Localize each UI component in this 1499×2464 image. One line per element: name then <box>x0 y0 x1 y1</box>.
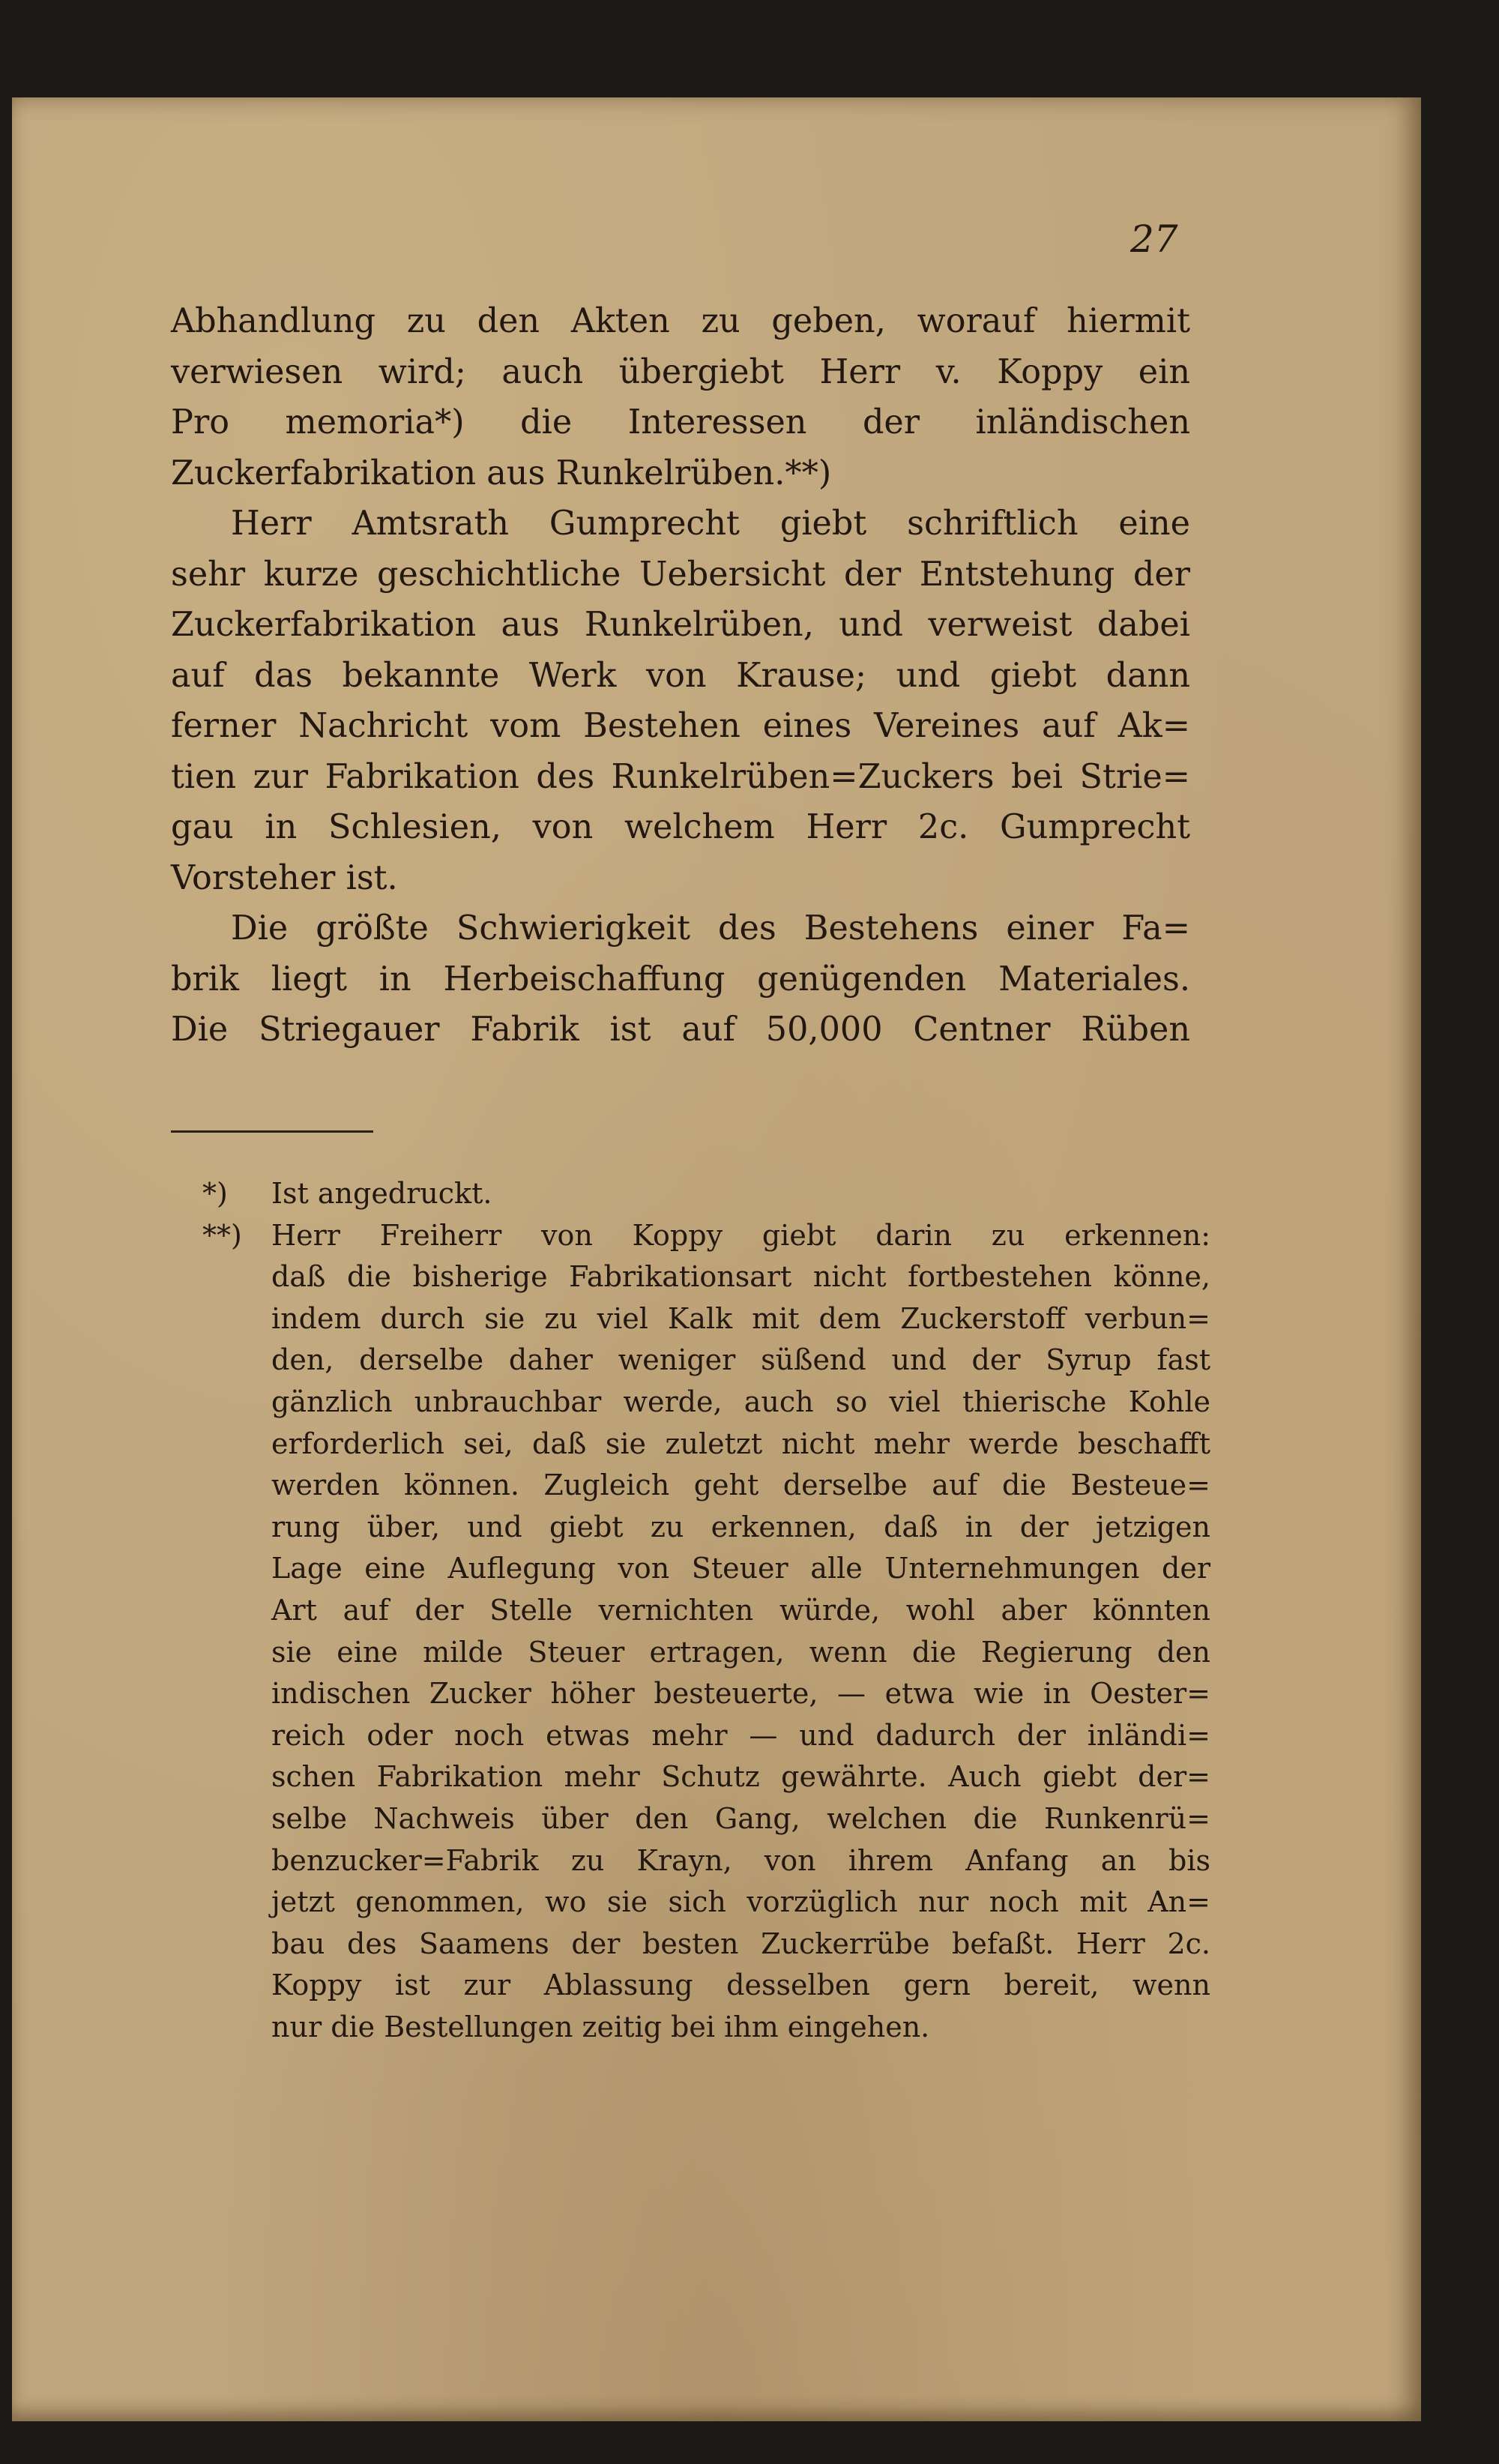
footnote-line: bau des Saamens der besten Zuckerrübe befaßt. Herr 2c. <box>271 1927 1210 1960</box>
page-number: 27 <box>1130 217 1178 261</box>
text-line: auf das bekannte Werk von Krause; und giebt dann <box>171 656 1190 695</box>
footnote-line: werden können. Zugleich geht derselbe auf die Besteue= <box>271 1469 1210 1502</box>
text-line: Abhandlung zu den Akten zu geben, worauf hiermit <box>171 302 1190 340</box>
text-line: Pro memoria*) die Interessen der inländischen <box>171 403 1190 442</box>
text-line: Zuckerfabrikation aus Runkelrüben.**) <box>171 454 832 493</box>
footnote-line: Lage eine Auflegung von Steuer alle Unternehmungen der <box>271 1552 1210 1585</box>
footnotes <box>202 1173 1210 2048</box>
footnote-line: erforderlich sei, daß sie zuletzt nicht mehr werde beschafft <box>271 1427 1210 1460</box>
footnote-line: jetzt genommen, wo sie sich vorzüglich nur noch mit An= <box>271 1885 1210 1919</box>
text-line: Die Striegauer Fabrik ist auf 50,000 Centner Rüben <box>171 1010 1190 1049</box>
footnote-line: reich oder noch etwas mehr — und dadurch der inländi= <box>271 1718 1210 1752</box>
footnote-line: daß die bisherige Fabrikationsart nicht fortbestehen könne, <box>271 1260 1210 1294</box>
text-line: Herr Amtsrath Gumprecht giebt schriftlich eine <box>231 504 1190 543</box>
footnote-line: rung über, und giebt zu erkennen, daß in der jetzigen <box>271 1510 1210 1543</box>
footnote-1 <box>202 1173 1210 1215</box>
footnote-line: Ist angedruckt. <box>271 1177 492 1210</box>
text-line: Zuckerfabrikation aus Runkelrüben, und verweist dabei <box>171 606 1190 644</box>
text-line: gau in Schlesien, von welchem Herr 2c. Gumprecht <box>171 808 1190 846</box>
footnote-line: indem durch sie zu viel Kalk mit dem Zuckerstoff verbun= <box>271 1301 1210 1335</box>
text-line: Die größte Schwierigkeit des Bestehens einer Fa= <box>231 909 1190 948</box>
footnote-line: selbe Nachweis über den Gang, welchen die Runkenrü= <box>271 1801 1210 1835</box>
footnote-marker: **) <box>202 1218 242 1252</box>
text-line: ferner Nachricht vom Bestehen eines Vereines auf Ak= <box>171 707 1190 745</box>
footnote-line: den, derselbe daher weniger süßend und der Syrup fast <box>271 1343 1210 1377</box>
text-line: verwiesen wird; auch übergiebt Herr v. Koppy ein <box>171 352 1190 391</box>
text-line: sehr kurze geschichtliche Uebersicht der Entstehung der <box>171 555 1190 594</box>
footnote-line: nur die Bestellungen zeitig bei ihm eingehen. <box>271 2010 930 2043</box>
footnote-line: indischen Zucker höher besteuerte, — etwa wie in Oester= <box>271 1677 1210 1711</box>
footnote-line: benzucker=Fabrik zu Krayn, von ihrem Anfang an bis <box>271 1843 1210 1877</box>
footnote-line: schen Fabrikation mehr Schutz gewährte. Auch giebt der= <box>271 1760 1210 1794</box>
footnote-marker: *) <box>202 1177 228 1210</box>
footnote-line: Art auf der Stelle vernichten würde, wohl aber könnten <box>271 1593 1210 1627</box>
main-text <box>171 296 1190 1055</box>
footnote-line: gänzlich unbrauchbar werde, auch so viel thierische Kohle <box>271 1385 1210 1418</box>
footnote-divider <box>171 1130 373 1133</box>
text-line: brik liegt in Herbeischaffung genügenden Materiales. <box>171 960 1190 998</box>
text-line: tien zur Fabrikation des Runkelrüben=Zuckers bei Strie= <box>171 757 1190 796</box>
footnote-2 <box>202 1215 1210 2049</box>
footnote-line: Koppy ist zur Ablassung desselben gern bereit, wenn <box>271 1969 1210 2002</box>
text-line: Vorsteher ist. <box>171 858 398 897</box>
footnote-line: sie eine milde Steuer ertragen, wenn die Regierung den <box>271 1635 1210 1669</box>
footnote-line: Herr Freiherr von Koppy giebt darin zu erkennen: <box>271 1218 1210 1252</box>
